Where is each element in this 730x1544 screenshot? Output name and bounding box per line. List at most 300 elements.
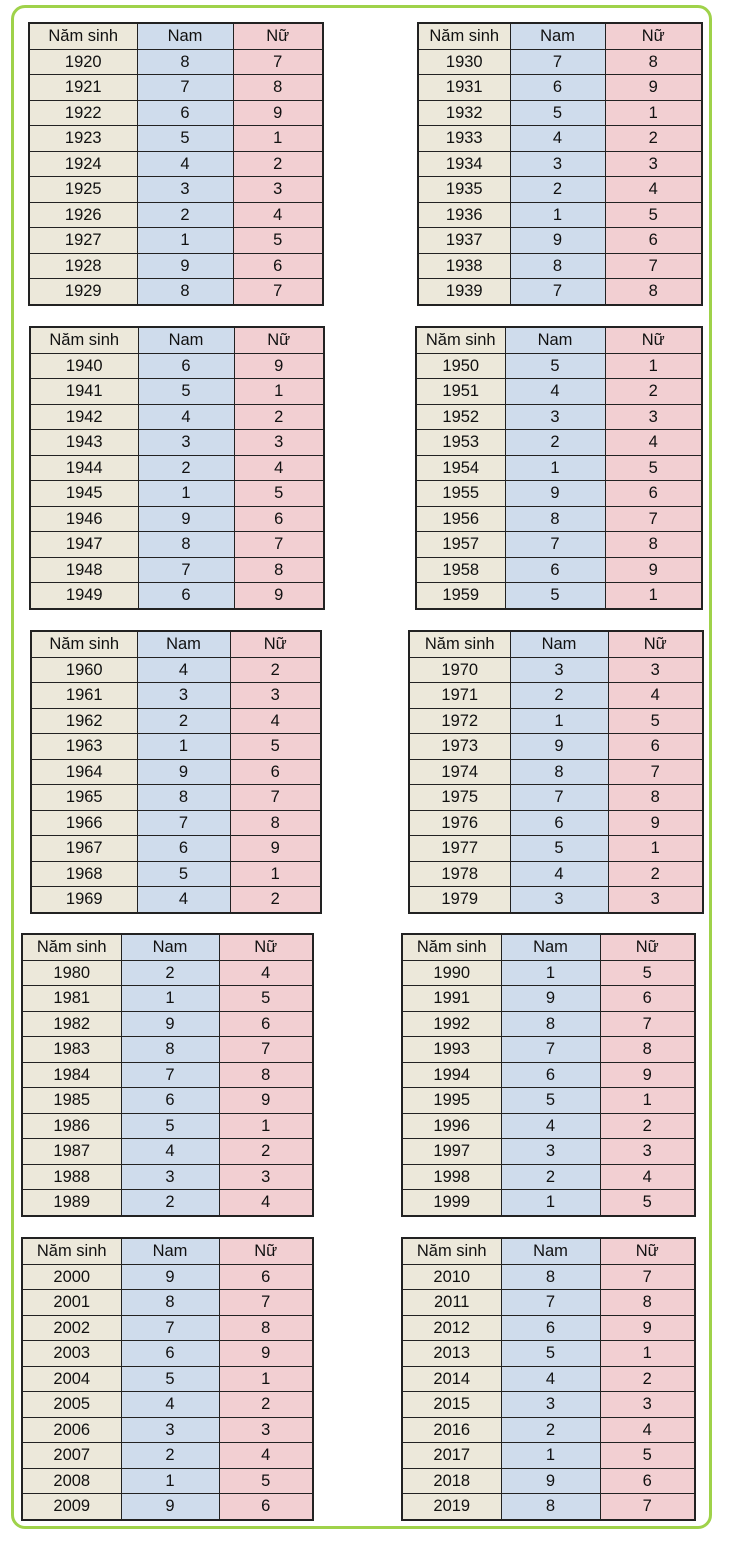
year-cell: 1943 — [30, 430, 138, 456]
nam-cell: 8 — [137, 279, 233, 305]
header-year: Năm sinh — [416, 327, 505, 353]
table-row — [31, 708, 321, 734]
table-row — [402, 1468, 695, 1494]
header-year: Năm sinh — [402, 934, 501, 960]
table-row — [416, 506, 702, 532]
nu-cell: 8 — [608, 785, 703, 811]
year-cell: 2003 — [22, 1341, 121, 1367]
year-cell: 2009 — [22, 1494, 121, 1520]
table-row — [402, 1443, 695, 1469]
header-nu: Nữ — [608, 631, 703, 657]
nam-cell: 3 — [137, 683, 230, 709]
nu-cell: 9 — [605, 75, 702, 101]
header-year: Năm sinh — [409, 631, 510, 657]
year-cell: 1944 — [30, 455, 138, 481]
nu-cell: 3 — [600, 1392, 695, 1418]
nam-cell: 8 — [501, 1264, 600, 1290]
header-nam: Nam — [501, 1238, 600, 1264]
nam-cell: 5 — [505, 583, 605, 609]
nam-cell: 7 — [501, 1290, 600, 1316]
year-cell: 1952 — [416, 404, 505, 430]
nu-cell: 8 — [233, 75, 323, 101]
nam-cell: 6 — [138, 583, 234, 609]
nu-cell: 3 — [219, 1164, 313, 1190]
nam-cell: 4 — [137, 887, 230, 913]
year-cell: 2013 — [402, 1341, 501, 1367]
nu-cell: 4 — [219, 960, 313, 986]
header-nu: Nữ — [605, 23, 702, 49]
nu-cell: 5 — [219, 1468, 313, 1494]
table-row — [416, 353, 702, 379]
nu-cell: 9 — [600, 1315, 695, 1341]
nam-cell: 3 — [121, 1417, 219, 1443]
year-cell: 2015 — [402, 1392, 501, 1418]
nu-cell: 8 — [234, 557, 324, 583]
year-cell: 1985 — [22, 1088, 121, 1114]
nu-cell: 5 — [600, 1443, 695, 1469]
nam-cell: 7 — [510, 49, 605, 75]
year-cell: 2010 — [402, 1264, 501, 1290]
nam-cell: 7 — [121, 1062, 219, 1088]
table-header-row — [418, 23, 702, 49]
nu-cell: 3 — [219, 1417, 313, 1443]
year-cell: 1955 — [416, 481, 505, 507]
year-cell: 1974 — [409, 759, 510, 785]
table-row — [416, 379, 702, 405]
nu-cell: 4 — [608, 683, 703, 709]
year-cell: 1963 — [31, 734, 137, 760]
table-row — [416, 455, 702, 481]
nam-cell: 4 — [137, 151, 233, 177]
nam-cell: 6 — [501, 1315, 600, 1341]
table-header-row — [409, 631, 703, 657]
nu-cell: 5 — [233, 228, 323, 254]
nam-cell: 5 — [121, 1113, 219, 1139]
header-nam: Nam — [137, 23, 233, 49]
table-row — [30, 404, 324, 430]
table-row — [29, 279, 323, 305]
nu-cell: 7 — [219, 1290, 313, 1316]
nam-cell: 5 — [137, 861, 230, 887]
year-cell: 1979 — [409, 887, 510, 913]
header-nam: Nam — [505, 327, 605, 353]
year-cell: 2007 — [22, 1443, 121, 1469]
nam-cell: 6 — [510, 75, 605, 101]
year-cell: 1966 — [31, 810, 137, 836]
year-cell: 1970 — [409, 657, 510, 683]
nam-cell: 3 — [138, 430, 234, 456]
table-header-row — [29, 23, 323, 49]
table-row — [416, 481, 702, 507]
nam-cell: 2 — [505, 430, 605, 456]
table-row — [22, 1088, 313, 1114]
nam-cell: 3 — [121, 1164, 219, 1190]
table-row — [22, 1264, 313, 1290]
nu-cell: 6 — [608, 734, 703, 760]
nu-cell: 4 — [605, 177, 702, 203]
nam-cell: 4 — [137, 657, 230, 683]
table-row — [30, 430, 324, 456]
table-row — [22, 960, 313, 986]
nam-cell: 4 — [505, 379, 605, 405]
year-cell: 1923 — [29, 126, 137, 152]
nam-cell: 1 — [510, 202, 605, 228]
nam-cell: 5 — [510, 100, 605, 126]
header-year: Năm sinh — [418, 23, 510, 49]
nam-cell: 2 — [510, 177, 605, 203]
nam-cell: 4 — [121, 1139, 219, 1165]
year-cell: 1983 — [22, 1037, 121, 1063]
header-year: Năm sinh — [29, 23, 137, 49]
year-cell: 1986 — [22, 1113, 121, 1139]
table-row — [409, 836, 703, 862]
year-cell: 1959 — [416, 583, 505, 609]
table-row — [29, 126, 323, 152]
nu-cell: 5 — [608, 708, 703, 734]
table-row — [31, 683, 321, 709]
nu-cell: 2 — [234, 404, 324, 430]
nam-cell: 2 — [121, 960, 219, 986]
nu-cell: 6 — [219, 1494, 313, 1520]
header-nam: Nam — [510, 631, 608, 657]
table-row — [402, 1341, 695, 1367]
year-cell: 1973 — [409, 734, 510, 760]
nu-cell: 1 — [600, 1341, 695, 1367]
year-cell: 2006 — [22, 1417, 121, 1443]
table-row — [409, 810, 703, 836]
year-cell: 1940 — [30, 353, 138, 379]
nam-cell: 2 — [501, 1164, 600, 1190]
year-cell: 1936 — [418, 202, 510, 228]
nu-cell: 5 — [234, 481, 324, 507]
table-row — [22, 1315, 313, 1341]
nu-cell: 1 — [605, 583, 702, 609]
table-row — [402, 1366, 695, 1392]
header-nam: Nam — [137, 631, 230, 657]
nam-cell: 5 — [505, 353, 605, 379]
year-cell: 1998 — [402, 1164, 501, 1190]
year-cell: 2002 — [22, 1315, 121, 1341]
nam-cell: 8 — [501, 1494, 600, 1520]
table-row — [418, 126, 702, 152]
nam-cell: 1 — [501, 960, 600, 986]
nam-cell: 8 — [137, 785, 230, 811]
year-cell: 1996 — [402, 1113, 501, 1139]
nam-cell: 9 — [121, 1011, 219, 1037]
year-cell: 1921 — [29, 75, 137, 101]
year-cell: 1993 — [402, 1037, 501, 1063]
header-year: Năm sinh — [22, 934, 121, 960]
nu-cell: 1 — [605, 100, 702, 126]
year-cell: 1941 — [30, 379, 138, 405]
table-header-row — [22, 1238, 313, 1264]
nam-cell: 5 — [137, 126, 233, 152]
table-row — [22, 1392, 313, 1418]
nam-cell: 6 — [138, 353, 234, 379]
year-cell: 1945 — [30, 481, 138, 507]
year-cell: 1968 — [31, 861, 137, 887]
year-cell: 1950 — [416, 353, 505, 379]
table-row — [416, 404, 702, 430]
nu-cell: 2 — [233, 151, 323, 177]
year-cell: 1957 — [416, 532, 505, 558]
nu-cell: 9 — [600, 1062, 695, 1088]
nam-cell: 8 — [505, 506, 605, 532]
year-cell: 2008 — [22, 1468, 121, 1494]
year-cell: 1937 — [418, 228, 510, 254]
table-row — [22, 1366, 313, 1392]
table-row — [402, 1088, 695, 1114]
nam-cell: 4 — [510, 861, 608, 887]
nam-cell: 9 — [121, 1264, 219, 1290]
nam-cell: 8 — [121, 1037, 219, 1063]
table-row — [418, 75, 702, 101]
table-row — [416, 557, 702, 583]
table-row — [402, 1011, 695, 1037]
nam-cell: 1 — [501, 1190, 600, 1216]
year-cell: 2016 — [402, 1417, 501, 1443]
nu-cell: 2 — [219, 1392, 313, 1418]
year-cell: 1951 — [416, 379, 505, 405]
year-cell: 1960 — [31, 657, 137, 683]
table-row — [31, 785, 321, 811]
table-row — [30, 481, 324, 507]
header-nam: Nam — [501, 934, 600, 960]
year-cell: 1946 — [30, 506, 138, 532]
nam-cell: 3 — [137, 177, 233, 203]
year-cell: 1949 — [30, 583, 138, 609]
table-header-row — [402, 1238, 695, 1264]
nu-cell: 8 — [219, 1062, 313, 1088]
nu-cell: 6 — [230, 759, 321, 785]
table-row — [402, 1139, 695, 1165]
nam-cell: 7 — [137, 75, 233, 101]
nu-cell: 1 — [608, 836, 703, 862]
table-row — [418, 253, 702, 279]
table-row — [22, 1113, 313, 1139]
nam-cell: 6 — [121, 1341, 219, 1367]
table-row — [30, 583, 324, 609]
table-header-row — [30, 327, 324, 353]
year-cell: 1978 — [409, 861, 510, 887]
nu-cell: 7 — [608, 759, 703, 785]
nu-cell: 1 — [219, 1113, 313, 1139]
nu-cell: 3 — [600, 1139, 695, 1165]
nu-cell: 4 — [234, 455, 324, 481]
table-row — [409, 657, 703, 683]
table-row — [30, 532, 324, 558]
header-year: Năm sinh — [402, 1238, 501, 1264]
nu-cell: 9 — [219, 1341, 313, 1367]
year-cell: 1961 — [31, 683, 137, 709]
nu-cell: 7 — [605, 506, 702, 532]
nu-cell: 1 — [230, 861, 321, 887]
table-row — [402, 1062, 695, 1088]
year-cell: 1999 — [402, 1190, 501, 1216]
table-row — [22, 1494, 313, 1520]
year-cell: 1922 — [29, 100, 137, 126]
nu-cell: 7 — [233, 49, 323, 75]
year-cell: 2004 — [22, 1366, 121, 1392]
nu-cell: 2 — [608, 861, 703, 887]
year-cell: 2001 — [22, 1290, 121, 1316]
year-cell: 2012 — [402, 1315, 501, 1341]
table-row — [29, 253, 323, 279]
table-row — [418, 151, 702, 177]
year-cell: 1994 — [402, 1062, 501, 1088]
year-cell: 2017 — [402, 1443, 501, 1469]
nu-cell: 5 — [230, 734, 321, 760]
nu-cell: 2 — [230, 887, 321, 913]
header-year: Năm sinh — [31, 631, 137, 657]
table-row — [29, 49, 323, 75]
year-cell: 1987 — [22, 1139, 121, 1165]
table-row — [402, 1290, 695, 1316]
table-row — [409, 734, 703, 760]
year-cell: 1976 — [409, 810, 510, 836]
nu-cell: 7 — [600, 1011, 695, 1037]
table-header-row — [402, 934, 695, 960]
year-cell: 2018 — [402, 1468, 501, 1494]
nu-cell: 8 — [600, 1290, 695, 1316]
header-nam: Nam — [121, 934, 219, 960]
header-nu: Nữ — [230, 631, 321, 657]
table-row — [29, 202, 323, 228]
nu-cell: 2 — [219, 1139, 313, 1165]
nu-cell: 6 — [219, 1264, 313, 1290]
nu-cell: 6 — [600, 1468, 695, 1494]
nam-cell: 1 — [137, 228, 233, 254]
nu-cell: 6 — [605, 228, 702, 254]
nu-cell: 3 — [605, 404, 702, 430]
header-nu: Nữ — [600, 934, 695, 960]
header-nam: Nam — [138, 327, 234, 353]
year-cell: 1997 — [402, 1139, 501, 1165]
nam-cell: 1 — [121, 1468, 219, 1494]
nam-cell: 4 — [501, 1113, 600, 1139]
year-cell: 1988 — [22, 1164, 121, 1190]
table-row — [31, 810, 321, 836]
year-cell: 1929 — [29, 279, 137, 305]
table-row — [402, 960, 695, 986]
nu-cell: 4 — [233, 202, 323, 228]
header-nu: Nữ — [234, 327, 324, 353]
nu-cell: 6 — [234, 506, 324, 532]
nu-cell: 7 — [600, 1494, 695, 1520]
year-cell: 1965 — [31, 785, 137, 811]
table-row — [29, 228, 323, 254]
table-row — [402, 1037, 695, 1063]
nam-cell: 7 — [510, 279, 605, 305]
table-row — [29, 100, 323, 126]
nu-cell: 5 — [605, 202, 702, 228]
table-row — [409, 887, 703, 913]
table-row — [30, 557, 324, 583]
table-row — [31, 657, 321, 683]
header-nu: Nữ — [233, 23, 323, 49]
nam-cell: 2 — [138, 455, 234, 481]
year-cell: 1967 — [31, 836, 137, 862]
nam-cell: 5 — [138, 379, 234, 405]
nam-cell: 2 — [121, 1190, 219, 1216]
nu-cell: 5 — [600, 1190, 695, 1216]
nam-cell: 7 — [501, 1037, 600, 1063]
nu-cell: 4 — [219, 1443, 313, 1469]
header-nam: Nam — [121, 1238, 219, 1264]
year-cell: 2019 — [402, 1494, 501, 1520]
nu-cell: 4 — [600, 1417, 695, 1443]
year-cell: 2005 — [22, 1392, 121, 1418]
table-row — [416, 430, 702, 456]
table-row — [418, 279, 702, 305]
year-cell: 1975 — [409, 785, 510, 811]
nam-cell: 9 — [505, 481, 605, 507]
nam-cell: 7 — [510, 785, 608, 811]
nam-cell: 2 — [137, 708, 230, 734]
year-cell: 1926 — [29, 202, 137, 228]
header-nam: Nam — [510, 23, 605, 49]
nam-cell: 8 — [121, 1290, 219, 1316]
nu-cell: 3 — [233, 177, 323, 203]
nu-cell: 5 — [600, 960, 695, 986]
nu-cell: 4 — [219, 1190, 313, 1216]
year-cell: 1927 — [29, 228, 137, 254]
table-row — [402, 1315, 695, 1341]
year-cell: 1956 — [416, 506, 505, 532]
nam-cell: 2 — [501, 1417, 600, 1443]
nam-cell: 8 — [510, 759, 608, 785]
table-header-row — [31, 631, 321, 657]
nam-cell: 8 — [138, 532, 234, 558]
nu-cell: 7 — [219, 1037, 313, 1063]
year-cell: 1991 — [402, 986, 501, 1012]
table-row — [31, 759, 321, 785]
nu-cell: 4 — [605, 430, 702, 456]
year-cell: 1930 — [418, 49, 510, 75]
nam-cell: 5 — [501, 1341, 600, 1367]
nam-cell: 6 — [121, 1088, 219, 1114]
nam-cell: 7 — [121, 1315, 219, 1341]
table-row — [418, 202, 702, 228]
table-row — [402, 1164, 695, 1190]
nam-cell: 6 — [505, 557, 605, 583]
table-header-row — [416, 327, 702, 353]
year-cell: 2014 — [402, 1366, 501, 1392]
nam-cell: 6 — [501, 1062, 600, 1088]
birth-year-table — [21, 1237, 314, 1521]
nu-cell: 8 — [605, 532, 702, 558]
nam-cell: 9 — [501, 1468, 600, 1494]
year-cell: 1924 — [29, 151, 137, 177]
nam-cell: 9 — [137, 253, 233, 279]
table-row — [31, 734, 321, 760]
year-cell: 1928 — [29, 253, 137, 279]
nu-cell: 8 — [600, 1037, 695, 1063]
nu-cell: 7 — [234, 532, 324, 558]
year-cell: 1964 — [31, 759, 137, 785]
nu-cell: 9 — [230, 836, 321, 862]
nu-cell: 7 — [233, 279, 323, 305]
year-cell: 1990 — [402, 960, 501, 986]
table-row — [402, 1392, 695, 1418]
nam-cell: 5 — [121, 1366, 219, 1392]
nam-cell: 1 — [121, 986, 219, 1012]
table-row — [29, 75, 323, 101]
nam-cell: 5 — [501, 1088, 600, 1114]
header-nu: Nữ — [219, 934, 313, 960]
year-cell: 1981 — [22, 986, 121, 1012]
nam-cell: 1 — [510, 708, 608, 734]
